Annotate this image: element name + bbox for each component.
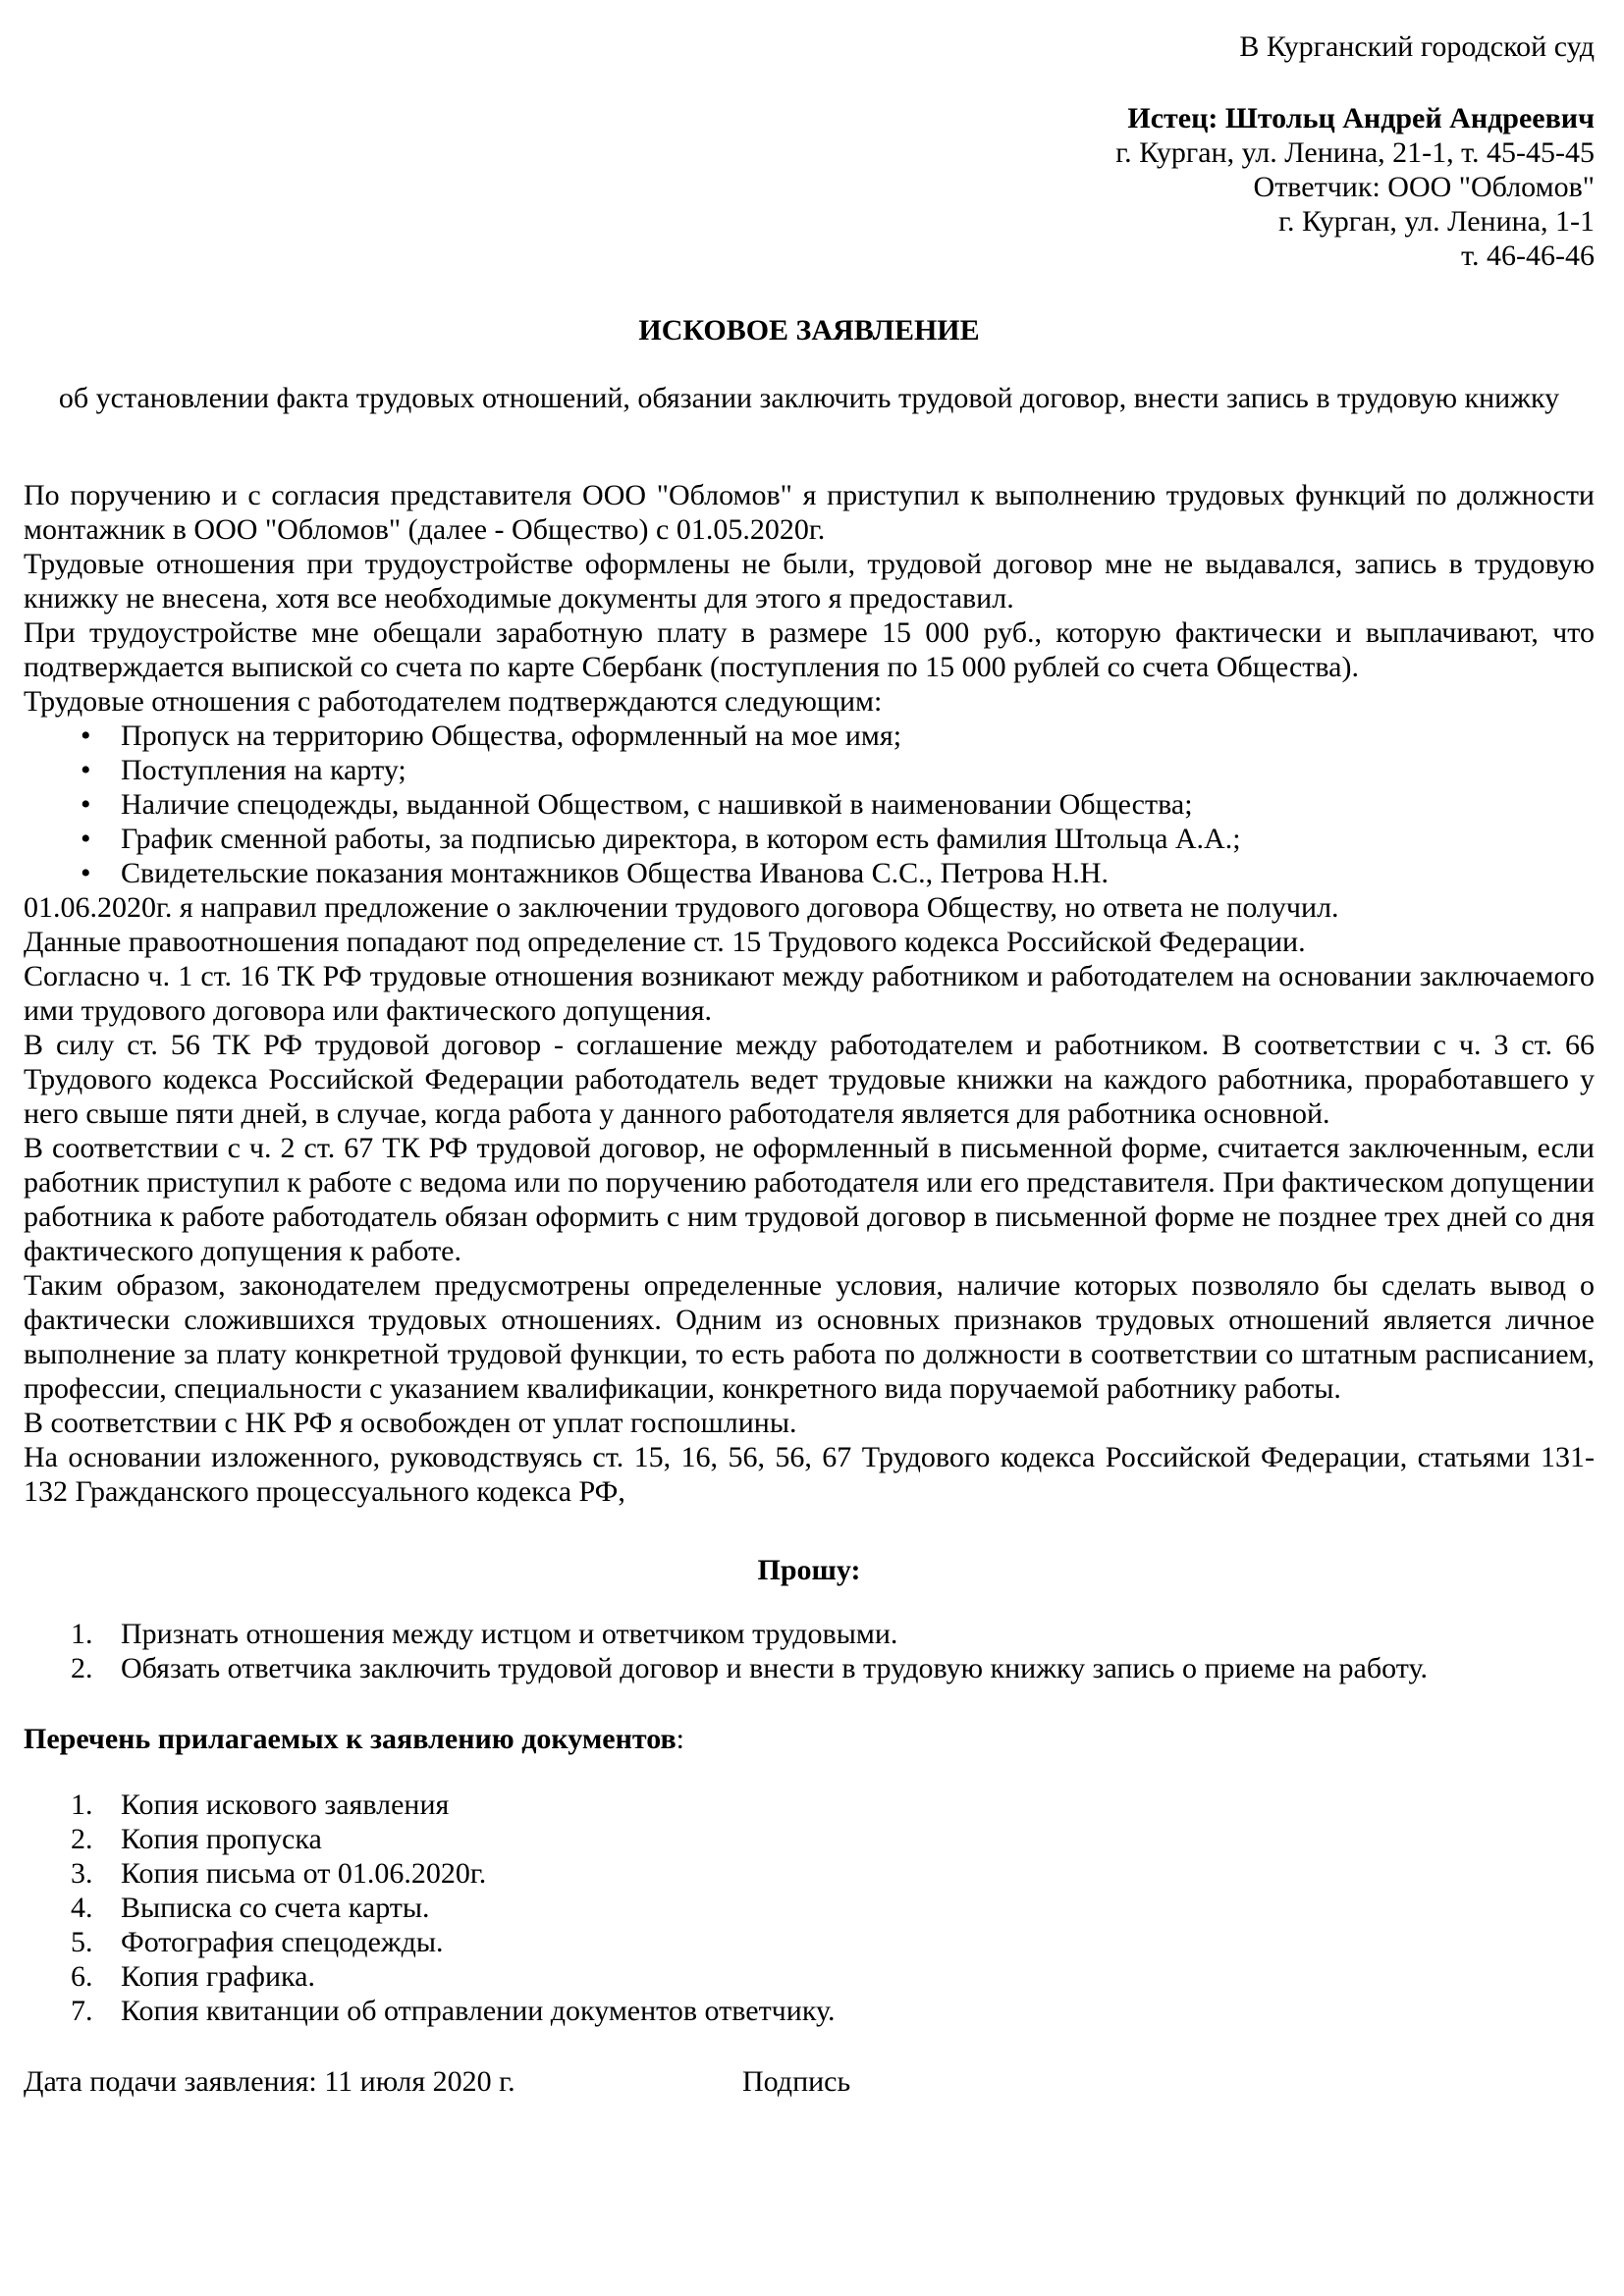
list-item-text: Копия пропуска [121, 1823, 322, 1855]
attachments-heading-colon: : [676, 1723, 685, 1755]
list-item-text: Наличие спецодежды, выданной Обществом, с нашивкой в наименовании Общества; [121, 788, 1193, 821]
attachments-heading-text: Перечень прилагаемых к заявлению документов [24, 1723, 677, 1755]
defendant-address: г. Курган, ул. Ленина, 1-1 [1278, 205, 1595, 238]
paragraph: По поручению и с согласия представителя ООО "Обломов" я приступил к выполнению трудовых функций по должности монтажник в ООО "Обломов" (далее - Общество) с 01.05.2020г. [24, 479, 1595, 546]
list-item [24, 753, 1595, 787]
list-number: 2. [71, 1823, 93, 1855]
list-item [24, 1994, 1595, 2028]
list-number: 6. [71, 1960, 93, 1993]
request-heading: Прошу: [757, 1554, 861, 1586]
attachments-list [24, 1788, 1595, 2028]
paragraph: Данные правоотношения попадают под определение ст. 15 Трудового кодекса Российской Федерации. [24, 926, 1306, 958]
document-page [24, 29, 1595, 2099]
document-subtitle: об установлении факта трудовых отношений, обязании заключить трудовой договор, внести запись в трудовую книжку [58, 382, 1560, 414]
document-title: ИСКОВОЕ ЗАЯВЛЕНИЕ [638, 314, 980, 347]
paragraph: В силу ст. 56 ТК РФ трудовой договор - соглашение между работодателем и работником. В соответствии с ч. 3 ст. 66 Трудового кодекса Российской Федерации работодатель ведет трудовые книжки на каждого работника, проработавшего у него свыше пяти дней, в случае, когда работа у данного работодателя является для работника основной. [24, 1029, 1595, 1130]
defendant-phone: т. 46-46-46 [1461, 240, 1595, 272]
claim-body [24, 478, 1595, 1509]
list-item [24, 1788, 1595, 1822]
court-name: В Курганский городской суд [1239, 30, 1595, 63]
plaintiff-address: г. Курган, ул. Ленина, 21-1, т. 45-45-45 [1115, 136, 1595, 169]
request-list [24, 1617, 1595, 1685]
evidence-list [24, 719, 1595, 890]
list-item [24, 822, 1595, 856]
list-item [24, 1925, 1595, 1959]
list-item-text: Признать отношения между истцом и ответчиком трудовыми. [121, 1618, 898, 1650]
list-item-text: Обязать ответчика заключить трудовой договор и внести в трудовую книжку запись о приеме на работу. [121, 1652, 1428, 1684]
defendant-name: Ответчик: ООО "Обломов" [1253, 171, 1595, 203]
list-item-text: Выписка со счета карты. [121, 1892, 430, 1924]
paragraph: Таким образом, законодателем предусмотрены определенные условия, наличие которых позволяло бы сделать вывод о фактически сложившихся трудовых отношениях. Одним из основных признаков трудовых отношений является личное выполнение за плату конкретной трудовой функции, то есть работа по должности в соответствии со штатным расписанием, профессии, специальности с указанием квалификации, конкретного вида поручаемой работнику работы. [24, 1269, 1595, 1405]
list-number: 1. [71, 1618, 93, 1650]
paragraph: Трудовые отношения с работодателем подтверждаются следующим: [24, 685, 883, 718]
list-number: 1. [71, 1789, 93, 1821]
list-item-text: Копия графика. [121, 1960, 315, 1993]
list-number: 7. [71, 1995, 93, 2027]
list-item [24, 1617, 1595, 1651]
list-item-text: Копия письма от 01.06.2020г. [121, 1857, 487, 1890]
list-item [24, 1856, 1595, 1891]
plaintiff-name: Истец: Штольц Андрей Андреевич [1127, 102, 1595, 134]
list-item-text: Пропуск на территорию Общества, оформленный на мое имя; [121, 720, 902, 752]
paragraph: Трудовые отношения при трудоустройстве оформлены не были, трудовой договор мне не выдавался, запись в трудовую книжку не внесена, хотя все необходимые документы для этого я предоставил. [24, 548, 1595, 614]
bullet-icon: • [81, 754, 91, 786]
list-item [24, 719, 1595, 753]
paragraph: В соответствии с НК РФ я освобожден от уплат госпошлины. [24, 1407, 797, 1439]
list-item-text: График сменной работы, за подписью директора, в котором есть фамилия Штольца А.А.; [121, 823, 1241, 855]
list-item [24, 1891, 1595, 1925]
paragraph: На основании изложенного, руководствуясь ст. 15, 16, 56, 56, 67 Трудового кодекса Российской Федерации, статьями 131-132 Гражданского процессуального кодекса РФ, [24, 1441, 1595, 1508]
list-item [24, 1959, 1595, 1994]
list-number: 2. [71, 1652, 93, 1684]
addressee-block [24, 29, 1595, 273]
paragraph: Согласно ч. 1 ст. 16 ТК РФ трудовые отношения возникают между работником и работодателем на основании заключаемого ими трудового договора или фактического допущения. [24, 960, 1595, 1027]
attachments-heading [24, 1722, 1595, 1756]
list-item-text: Копия квитанции об отправлении документов ответчику. [121, 1995, 836, 2027]
list-item [24, 856, 1595, 890]
list-number: 5. [71, 1926, 93, 1958]
bullet-icon: • [81, 857, 91, 889]
list-item [24, 1651, 1595, 1685]
list-number: 4. [71, 1892, 93, 1924]
list-item-text: Копия искового заявления [121, 1789, 450, 1821]
list-number: 3. [71, 1857, 93, 1890]
list-item-text: Поступления на карту; [121, 754, 406, 786]
paragraph: 01.06.2020г. я направил предложение о заключении трудового договора Обществу, но ответа не получил. [24, 891, 1339, 924]
signature-label: Подпись [742, 2065, 851, 2098]
footer-line [24, 2064, 1595, 2099]
paragraph: В соответствии с ч. 2 ст. 67 ТК РФ трудовой договор, не оформленный в письменной форме, считается заключенным, если работник приступил к работе с ведома или по поручению работодателя или его представителя. При фактическом допущении работника к работе работодатель обязан оформить с ним трудовой договор в письменной форме не позднее трех дней со дня фактического допущения к работе. [24, 1132, 1595, 1267]
list-item [24, 1822, 1595, 1856]
bullet-icon: • [81, 788, 91, 821]
list-item [24, 787, 1595, 822]
paragraph: При трудоустройстве мне обещали заработную плату в размере 15 000 руб., которую фактически и выплачивают, что подтверждается выпиской со счета по карте Сбербанк (поступления по 15 000 рублей со счета Общества). [24, 616, 1595, 683]
bullet-icon: • [81, 720, 91, 752]
bullet-icon: • [81, 823, 91, 855]
filing-date: Дата подачи заявления: 11 июля 2020 г. [24, 2065, 515, 2098]
list-item-text: Свидетельские показания монтажников Общества Иванова С.С., Петрова Н.Н. [121, 857, 1109, 889]
list-item-text: Фотография спецодежды. [121, 1926, 444, 1958]
